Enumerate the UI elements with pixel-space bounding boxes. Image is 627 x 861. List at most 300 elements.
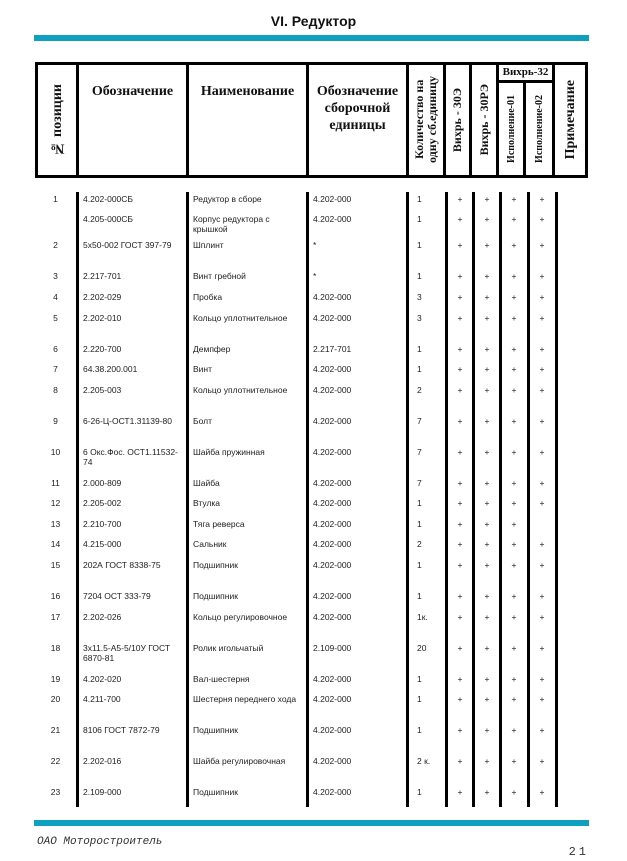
cell-designation: 2.202-026 [83,612,122,622]
cell-isp01: + [511,344,517,354]
header-position [35,62,79,178]
column-divider [306,210,309,236]
column-divider [555,608,558,639]
cell-position: 23 [50,787,61,797]
page-title: VI. Редуктор [270,13,357,29]
table-row [35,639,588,670]
cell-isp01: + [511,694,517,704]
cell-isp02: + [539,560,545,570]
column-divider [555,670,558,690]
cell-designation: 4.205-000СБ [83,214,133,224]
table-row [35,210,588,236]
cell-isp02: + [539,478,545,488]
cell-name: Винт гребной [193,271,246,281]
cell-position: 20 [50,694,61,704]
header-isp01-label: Исполнение-01 [505,95,517,163]
table-row [35,587,588,608]
cell-vikhr30e: + [457,591,463,601]
cell-vikhr30e: + [457,498,463,508]
cell-name: Редуктор в сборе [193,194,262,204]
cell-vikhr30re: + [484,643,490,653]
table-row [35,670,588,690]
cell-vikhr30e: + [457,539,463,549]
footer-company: ОАО Моторостроитель [37,836,163,848]
bottom-accent-bar [34,820,589,826]
cell-isp01: + [511,385,517,395]
cell-isp01: + [511,560,517,570]
column-divider [306,721,309,752]
column-divider [76,721,79,752]
column-divider [555,210,558,236]
cell-designation: 2.217-701 [83,271,122,281]
column-divider [76,690,79,721]
cell-vikhr30e: + [457,612,463,622]
cell-vikhr30e: + [457,214,463,224]
cell-vikhr30e: + [457,292,463,302]
table-row [35,721,588,752]
cell-designation: 6-26-Ц-ОСТ1.31139-80 [83,416,173,426]
cell-name: Кольцо регулировочное [193,612,288,622]
cell-designation: 64.38.200.001 [83,364,138,374]
cell-vikhr30e: + [457,787,463,797]
column-divider [306,556,309,587]
cell-assembly: 4.202-000 [313,416,352,426]
header-assembly-line1: Обозначение [316,84,399,99]
column-divider [76,309,79,340]
column-divider [76,236,79,267]
cell-isp01: + [511,313,517,323]
column-divider [76,608,79,639]
header-designation-label: Обозначение [91,84,174,99]
cell-vikhr30re: + [484,498,490,508]
cell-designation: 7204 ОСТ 333-79 [83,591,151,601]
cell-vikhr30e: + [457,364,463,374]
cell-assembly: 4.202-000 [313,214,352,224]
column-divider [306,267,309,288]
cell-position: 18 [50,643,61,653]
cell-position: 16 [50,591,61,601]
cell-position: 10 [50,447,61,457]
cell-vikhr30e: + [457,478,463,488]
column-divider [306,443,309,474]
cell-designation: 2.202-016 [83,756,122,766]
cell-vikhr30re: + [484,194,490,204]
cell-isp01: + [511,643,517,653]
column-divider [306,670,309,690]
cell-position: 21 [50,725,61,735]
cell-quantity: 1к. [417,612,428,622]
cell-quantity: 1 [417,364,422,374]
page-number: 21 [568,845,589,859]
cell-vikhr30e: + [457,194,463,204]
cell-position [35,210,76,236]
column-divider [76,288,79,309]
cell-vikhr30re: + [484,756,490,766]
column-divider [306,192,309,210]
header-position-label: № позиции [49,84,65,156]
cell-designation: 2.205-002 [83,498,122,508]
cell-name: Подшипник [193,787,238,797]
cell-vikhr30re: + [484,385,490,395]
table-row [35,288,588,309]
table-row [35,556,588,587]
cell-isp02: + [539,416,545,426]
cell-assembly: 4.202-000 [313,725,352,735]
cell-designation: 8106 ГОСТ 7872-79 [83,725,160,735]
column-divider [76,267,79,288]
cell-isp02: + [539,612,545,622]
table-row [35,190,588,210]
header-note [552,62,588,178]
header-assembly-designation [306,62,409,178]
cell-assembly: 2.217-701 [313,344,352,354]
cell-assembly: 2.109-000 [313,643,352,653]
cell-position: 22 [50,756,61,766]
cell-position: 14 [50,539,61,549]
cell-quantity: 1 [417,787,422,797]
top-accent-bar [34,35,589,41]
cell-position: 11 [51,478,60,488]
header-isp02-label: Исполнение-02 [533,95,545,163]
cell-vikhr30re: + [484,519,490,529]
column-divider [306,340,309,360]
cell-designation: 2.000-809 [83,478,122,488]
cell-position: 5 [53,313,58,323]
column-divider [555,494,558,515]
cell-isp02: + [539,591,545,601]
cell-isp02: + [539,498,545,508]
cell-isp02: + [539,364,545,374]
cell-assembly: 4.202-000 [313,674,352,684]
cell-assembly: 4.202-000 [313,612,352,622]
cell-quantity: 1 [417,591,422,601]
column-divider [306,412,309,443]
cell-isp02: + [539,674,545,684]
column-divider [76,783,79,807]
cell-isp02: + [539,194,545,204]
cell-position: 3 [53,271,58,281]
cell-isp02: + [539,271,545,281]
table-row [35,783,588,807]
table-row [35,267,588,288]
header-quantity [406,62,446,178]
cell-designation: 5х50-002 ГОСТ 397-79 [83,240,172,250]
cell-isp02: + [539,694,545,704]
cell-designation: 2.205-003 [83,385,122,395]
header-vikhr30re-label: Вихрь - 30РЭ [476,84,491,156]
header-name [186,62,309,178]
column-divider [555,752,558,783]
cell-vikhr30re: + [484,591,490,601]
column-divider [76,412,79,443]
table-row [35,752,588,783]
cell-isp01: + [511,447,517,457]
cell-isp02: + [539,756,545,766]
cell-isp01: + [511,519,517,529]
cell-isp01: + [511,539,517,549]
cell-quantity: 1 [417,498,422,508]
table-row [35,443,588,474]
cell-vikhr30e: + [457,560,463,570]
cell-position: 2 [53,240,58,250]
header-isp01 [496,80,526,178]
column-divider [306,752,309,783]
header-assembly-line3: единицы [329,118,386,133]
cell-vikhr30re: + [484,539,490,549]
cell-name: Кольцо уплотнительное [193,313,288,323]
cell-name: Вал-шестерня [193,674,250,684]
cell-assembly: 4.202-000 [313,539,352,549]
cell-vikhr30re: + [484,787,490,797]
column-divider [306,381,309,412]
cell-quantity: 20 [417,643,427,653]
cell-isp01: + [511,292,517,302]
cell-name: Болт [193,416,212,426]
cell-assembly: 4.202-000 [313,519,352,529]
cell-vikhr30re: + [484,674,490,684]
cell-name: Винт [193,364,213,374]
cell-quantity: 7 [417,447,422,457]
cell-isp01: + [511,612,517,622]
cell-name: Шайба пружинная [193,447,265,457]
cell-name: Сальник [193,539,227,549]
cell-assembly: 4.202-000 [313,591,352,601]
cell-vikhr30re: + [484,447,490,457]
cell-name: Шайба регулировочная [193,756,286,766]
cell-isp01: + [511,725,517,735]
table-row [35,236,588,267]
column-divider [555,360,558,381]
column-divider [555,309,558,340]
cell-vikhr30re: + [484,240,490,250]
table-header [35,62,588,178]
column-divider [76,670,79,690]
header-vikhr32-label: Вихрь-32 [502,66,549,78]
cell-position: 6 [53,344,58,354]
column-divider [555,690,558,721]
cell-isp02: + [539,725,545,735]
cell-vikhr30re: + [484,694,490,704]
column-divider [555,515,558,535]
cell-isp02 [530,515,554,535]
cell-vikhr30re: + [484,612,490,622]
cell-designation: 2.210-700 [83,519,122,529]
cell-isp02: + [539,447,545,457]
cell-quantity: 7 [417,478,422,488]
cell-assembly: * [313,240,317,250]
column-divider [555,556,558,587]
column-divider [306,474,309,494]
cell-quantity: 2 [417,385,422,395]
column-divider [555,587,558,608]
header-quantity-label: Количество на одну сб.единицу [412,76,439,164]
cell-vikhr30e: + [457,416,463,426]
cell-isp02: + [539,292,545,302]
cell-isp01: + [511,240,517,250]
cell-quantity: 1 [417,344,422,354]
cell-position: 17 [50,612,61,622]
cell-vikhr30re: + [484,313,490,323]
column-divider [76,515,79,535]
cell-designation: 4.215-000 [83,539,122,549]
cell-designation: 4.202-020 [83,674,122,684]
cell-isp02: + [539,240,545,250]
cell-name: Шестерня переднего хода [193,694,297,704]
cell-position: 4 [53,292,58,302]
cell-quantity: 1 [417,240,422,250]
cell-position: 12 [50,498,61,508]
cell-designation: 202А ГОСТ 8338-75 [83,560,161,570]
cell-quantity: 1 [417,214,422,224]
cell-isp02: + [539,214,545,224]
column-divider [306,515,309,535]
cell-designation: 6 Окс.Фос. ОСТ1.11532-74 [83,447,178,467]
cell-assembly: 4.202-000 [313,194,352,204]
cell-vikhr30e: + [457,725,463,735]
table-row [35,381,588,412]
table-row [35,494,588,515]
cell-position: 9 [53,416,58,426]
column-divider [306,639,309,670]
cell-assembly: 4.202-000 [313,313,352,323]
cell-isp01: + [511,271,517,281]
cell-vikhr30e: + [457,643,463,653]
column-divider [76,192,79,210]
column-divider [306,309,309,340]
column-divider [76,360,79,381]
header-vikhr30e [443,62,472,178]
column-divider [555,639,558,670]
column-divider [555,721,558,752]
cell-assembly: 4.202-000 [313,478,352,488]
cell-assembly: 4.202-000 [313,385,352,395]
cell-designation: 2.109-000 [83,787,122,797]
cell-quantity: 1 [417,194,422,204]
cell-designation: 4.211-700 [83,694,121,704]
cell-quantity: 7 [417,416,422,426]
cell-name: Кольцо уплотнительное [193,385,288,395]
cell-vikhr30e: + [457,519,463,529]
cell-isp02: + [539,643,545,653]
cell-assembly: 4.202-000 [313,787,352,797]
cell-designation: 4.202-000СБ [83,194,133,204]
cell-isp01: + [511,787,517,797]
cell-assembly: * [313,271,317,281]
column-divider [76,587,79,608]
cell-name: Подшипник [193,591,238,601]
column-divider [306,288,309,309]
column-divider [76,535,79,556]
header-isp02 [523,80,555,178]
column-divider [555,267,558,288]
cell-name: Подшипник [193,560,238,570]
column-divider [76,443,79,474]
cell-vikhr30re: + [484,292,490,302]
cell-vikhr30e: + [457,694,463,704]
header-name-label: Наименование [200,84,295,99]
cell-quantity: 2 к. [417,756,431,766]
cell-vikhr30re: + [484,478,490,488]
column-divider [555,412,558,443]
cell-quantity: 1 [417,694,422,704]
cell-quantity: 1 [417,560,422,570]
table-row [35,474,588,494]
cell-isp01: + [511,756,517,766]
cell-quantity: 1 [417,725,422,735]
cell-position: 7 [53,364,58,374]
column-divider [555,443,558,474]
cell-isp02: + [539,344,545,354]
cell-vikhr30e: + [457,756,463,766]
cell-name: Корпус редуктора с крышкой [193,214,270,234]
cell-designation: 3х11.5-А5-5/10У ГОСТ 6870-81 [83,643,171,663]
column-divider [76,639,79,670]
cell-assembly: 4.202-000 [313,756,352,766]
cell-quantity: 2 [417,539,422,549]
cell-vikhr30e: + [457,447,463,457]
column-divider [76,210,79,236]
cell-isp01: + [511,214,517,224]
table-row [35,535,588,556]
cell-vikhr30re: + [484,416,490,426]
cell-name: Шайба [193,478,220,488]
cell-vikhr30re: + [484,364,490,374]
cell-assembly: 4.202-000 [313,447,352,457]
cell-position: 8 [53,385,58,395]
cell-vikhr30e: + [457,674,463,684]
header-designation [76,62,189,178]
cell-isp01: + [511,194,517,204]
column-divider [555,192,558,210]
cell-vikhr30re: + [484,271,490,281]
cell-assembly: 4.202-000 [313,292,352,302]
header-vikhr30re [469,62,499,178]
cell-isp01: + [511,498,517,508]
column-divider [555,340,558,360]
cell-isp01: + [511,674,517,684]
cell-assembly: 4.202-000 [313,694,352,704]
cell-vikhr30e: + [457,271,463,281]
table-row [35,690,588,721]
cell-designation: 2.202-010 [83,313,122,323]
table-row [35,360,588,381]
cell-isp01: + [511,416,517,426]
column-divider [555,288,558,309]
cell-isp01: + [511,364,517,374]
cell-position: 15 [50,560,61,570]
cell-isp02: + [539,313,545,323]
cell-quantity: 1 [417,271,422,281]
cell-quantity: 3 [417,313,422,323]
cell-name: Демпфер [193,344,231,354]
column-divider [76,494,79,515]
cell-vikhr30re: + [484,214,490,224]
column-divider [555,474,558,494]
cell-vikhr30re: + [484,725,490,735]
cell-vikhr30re: + [484,344,490,354]
cell-isp01: + [511,591,517,601]
column-divider [555,535,558,556]
table-row [35,340,588,360]
table-row [35,412,588,443]
cell-name: Подшипник [193,725,238,735]
column-divider [306,360,309,381]
cell-isp01: + [511,478,517,488]
cell-quantity: 1 [417,519,422,529]
column-divider [76,556,79,587]
column-divider [306,236,309,267]
cell-position: 1 [53,194,58,204]
